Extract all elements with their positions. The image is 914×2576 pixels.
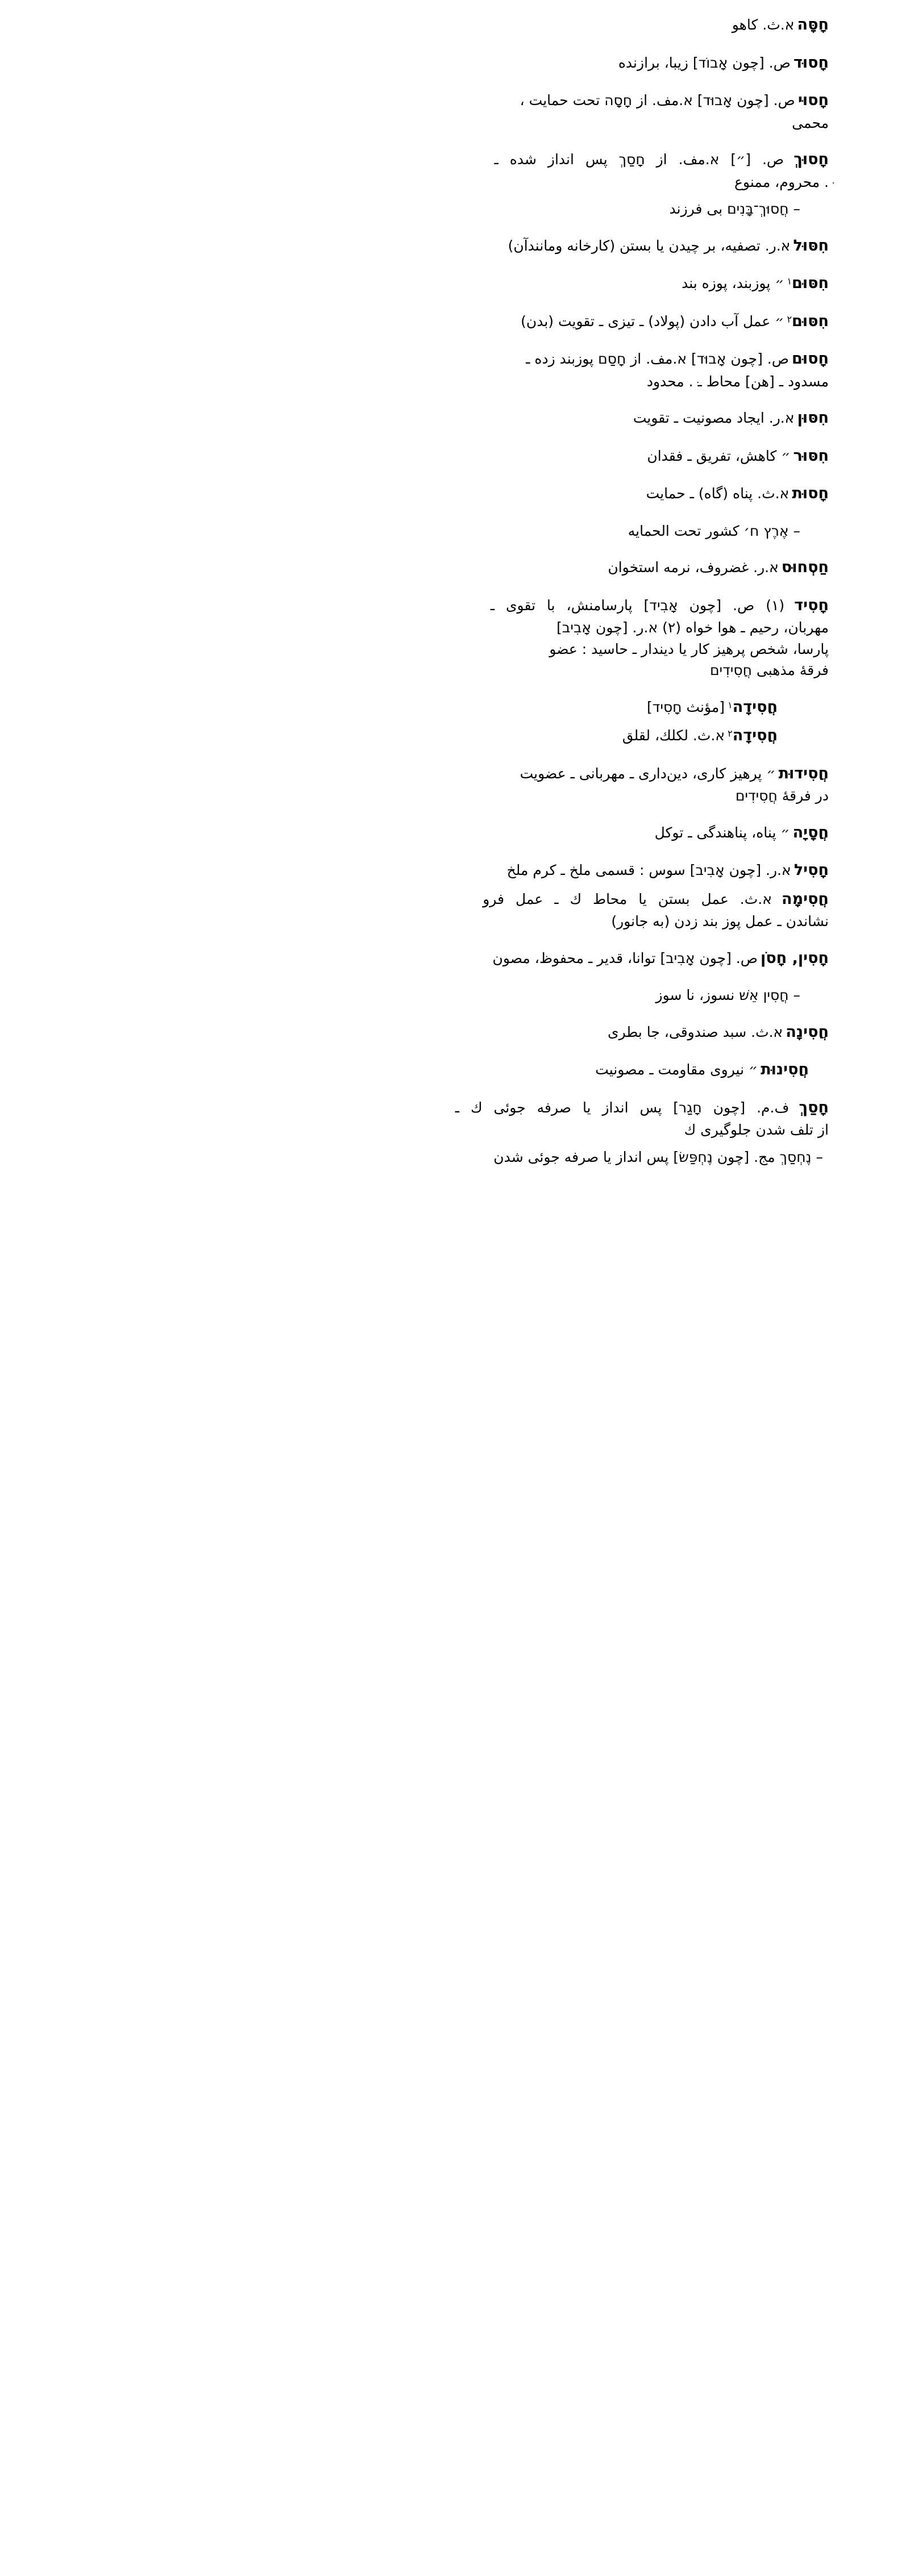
entry-line	[63, 1097, 829, 1120]
entry-line	[63, 888, 829, 911]
entry-text-persian: ״ عمل آب دادن (پولاد) ـ تيزى ـ تقويت (بدن)	[521, 312, 784, 330]
headword-hebrew: חָסוּד	[793, 53, 829, 72]
entry-text-persian: א.ر. تصفيه، بر چيدن يا بستن (كارخانه ومانندآن)	[508, 237, 791, 254]
entry-line	[63, 911, 829, 932]
entry-text-persian: – נֶחְסַךְ مج. [چون נֶחְפַּשׂ] پس انداز يا صرفه جوئى شدن	[493, 1148, 823, 1165]
dictionary-entry	[0, 235, 914, 258]
entry-text-persian: ּ. محروم، ممنوع	[734, 173, 829, 190]
headword-hebrew: חִסּוּר	[793, 447, 829, 465]
headword-hebrew: חָסוּם	[792, 350, 829, 368]
entry-line	[63, 310, 829, 334]
entry-line	[63, 148, 829, 172]
dictionary-subentry	[0, 1147, 914, 1168]
dictionary-entry	[0, 272, 914, 295]
dictionary-entry	[0, 89, 914, 134]
entry-line	[63, 594, 829, 618]
headword-hebrew: חָסוּךְ	[793, 151, 829, 168]
entry-text-persian: – חֲסוּךְ־בָּנִים بى فرزند	[669, 201, 800, 217]
entry-text-persian: ״ پناه، پناهندگى ـ توكل	[654, 824, 790, 841]
entry-line	[63, 272, 829, 295]
entry-line	[63, 724, 778, 748]
headword-hebrew: חֲסִידוּת	[778, 764, 829, 782]
headword-hebrew: חֲסִימָה	[782, 890, 829, 908]
entry-line	[63, 112, 829, 134]
headword-hebrew: חָסִיד	[794, 596, 829, 614]
entry-line	[63, 617, 829, 639]
entry-line	[63, 660, 829, 681]
dictionary-entry	[0, 594, 914, 681]
entry-text-persian: فرقهٔ مذهبى חֲסִידִים	[709, 662, 829, 678]
dictionary-entry	[0, 724, 914, 748]
entry-line	[63, 556, 829, 580]
entry-line	[63, 407, 829, 430]
entry-text-persian: مسدود ـ [هن] محاط ـ ּ. محدود	[646, 373, 829, 390]
dictionary-entry	[0, 859, 914, 882]
headword-hebrew: חָסוּי	[797, 91, 829, 109]
entry-text-persian: א.ث. پناه (گاه) ـ حمايت	[646, 485, 790, 502]
entry-text-persian: ״ كاهش، تفريق ـ فقدان	[647, 447, 791, 464]
dictionary-entry	[0, 1021, 914, 1044]
entry-line	[63, 445, 829, 468]
dictionary-entry	[0, 348, 914, 392]
entry-line	[63, 235, 829, 258]
dictionary-entry	[0, 310, 914, 334]
headword-hebrew: חָסוּת	[792, 485, 829, 502]
entry-text-persian: א.ث. سبد صندوقى، جا بطرى	[608, 1023, 783, 1040]
entry-text-persian: پارسا، شخص پرهيز كار يا ديندار ـ حاسيد : عضو	[549, 640, 829, 657]
homograph-number: ١	[787, 276, 792, 287]
headword-hebrew: חִסּוּם	[792, 312, 829, 330]
headword-hebrew: חִסּוּן	[797, 409, 829, 427]
headword-hebrew: חַסְחוּס	[781, 558, 829, 576]
entry-text-persian: א.ث. كاهو	[732, 16, 795, 33]
headword-hebrew: חֲסִידָה	[732, 698, 778, 716]
entry-text-persian: ص. [چون אָבוּד] א.مف. از חָסַם پوزبند زده ـ	[526, 351, 789, 367]
entry-text-persian: א.ر. غضروف، نرمه استخوان	[608, 559, 779, 576]
entry-text-persian: א.ر. [چون אָבִיב] سوس : قسمى ملخ ـ كرم ملخ	[506, 862, 791, 878]
entry-line	[63, 785, 829, 807]
entry-text-persian: ص. [چون אָבִיב] توانا، قدير ـ محفوظ، مصون	[492, 949, 758, 966]
dictionary-entry	[0, 822, 914, 845]
entry-text-persian: ص. [چون אָבוֹד] زيبا، برازنده	[618, 54, 791, 71]
entry-line	[63, 985, 800, 1006]
homograph-number: ٢	[787, 314, 792, 325]
entry-text-persian: مهربان، رحيم ـ هوا خواه (٢) א.ر. [چون אָבִיב]	[556, 619, 829, 636]
headword-hebrew: חָסַךְ	[799, 1098, 829, 1116]
entry-line	[63, 520, 800, 542]
dictionary-subentry	[0, 985, 914, 1006]
headword-hebrew: חִסּוּם	[792, 274, 829, 292]
headword-hebrew: חָסִין, חָסֹן	[761, 949, 829, 967]
dictionary-entry	[0, 445, 914, 468]
headword-hebrew: חֲסָיָה	[792, 823, 829, 841]
entry-line	[63, 1119, 829, 1141]
entry-text-persian: [مؤنث חָסִיד]	[646, 698, 725, 715]
dictionary-entry	[0, 482, 914, 506]
entry-text-persian: ״ نيروى مقاومت ـ مصونيت	[595, 1061, 758, 1078]
dictionary-entry	[0, 947, 914, 970]
entry-text-persian: א.ث. عمل بستن يا محاط ك ـ عمل فرو	[483, 890, 772, 907]
dictionary-page	[0, 14, 914, 2576]
dictionary-entry	[0, 52, 914, 75]
dictionary-subentry	[0, 520, 914, 542]
headword-hebrew: חֲסִינוּת	[761, 1061, 809, 1078]
entry-text-persian: א.ث. لكلك، لقلق	[622, 727, 725, 744]
entry-text-persian: ص. [چون אָבוּד] א.مف. از חָסָה تحت حمايت ،	[520, 92, 795, 109]
entry-line	[63, 52, 829, 75]
entry-line	[63, 1147, 823, 1168]
dictionary-entry	[0, 1058, 914, 1082]
entry-text-persian: – אֶרֶץ ח׳ كشور تحت الحمايه	[628, 522, 800, 539]
entry-text-persian: محمی	[792, 114, 829, 131]
dictionary-entry	[0, 888, 914, 932]
entry-text-persian: א.ر. ايجاد مصونيت ـ تقويت	[633, 410, 795, 426]
dictionary-entry	[0, 14, 914, 37]
dictionary-entry	[0, 407, 914, 430]
dictionary-subentry	[0, 198, 914, 220]
entry-line	[63, 89, 829, 112]
entry-line	[63, 822, 829, 845]
entry-line	[63, 172, 829, 193]
entry-line	[63, 639, 829, 660]
headword-hebrew: חֲסִינָה	[786, 1023, 829, 1041]
entry-line	[63, 762, 829, 786]
entry-line	[63, 1021, 829, 1044]
entry-text-persian: ״ پوزبند، پوزه بند	[682, 275, 784, 291]
homograph-number: ١	[728, 699, 733, 711]
entry-text-persian: از تلف شدن جلوگيرى ك	[684, 1122, 829, 1138]
entry-text-persian: ״ پرهيز كارى، دين‌دارى ـ مهربانى ـ عضويت	[520, 765, 776, 782]
entry-text-persian: نشاندن ـ عمل پوز بند زدن (به جانور)	[611, 913, 829, 929]
entry-line	[63, 198, 800, 220]
headword-hebrew: חֲסִידָה	[732, 727, 778, 744]
entry-text-persian: ف.م. [چون חָגַר] پس انداز يا صرفه جوئى ك ـ	[455, 1099, 790, 1116]
headword-hebrew: חָסָּה	[797, 16, 829, 34]
entry-text-persian: – חֲסִין אֵשׁ نسوز، نا سوز	[655, 987, 800, 1003]
dictionary-entry	[0, 148, 914, 193]
headword-hebrew: חָסִיל	[793, 861, 829, 879]
dictionary-entry	[0, 762, 914, 807]
entry-line	[63, 371, 829, 393]
dictionary-entry	[0, 1097, 914, 1141]
entry-text-persian: در فرقهٔ חֲסִידִים	[735, 787, 829, 804]
entry-line	[63, 859, 829, 882]
entry-line	[63, 14, 829, 37]
entry-line	[63, 696, 778, 719]
dictionary-entry	[0, 556, 914, 580]
entry-text-persian: ص. [״] א.مف. از חָסַךְ پس انداز شده ـ	[494, 151, 784, 168]
dictionary-entry	[0, 696, 914, 719]
entry-text-persian: (١) ص. [چون אָבִיד] پارسامنش، با تقوى ـ	[490, 597, 785, 614]
entry-line	[63, 947, 829, 970]
entry-line	[63, 1058, 809, 1082]
entry-line	[63, 482, 829, 506]
headword-hebrew: חִסּוּל	[793, 236, 829, 255]
entry-line	[63, 348, 829, 371]
homograph-number: ٢	[728, 728, 733, 739]
